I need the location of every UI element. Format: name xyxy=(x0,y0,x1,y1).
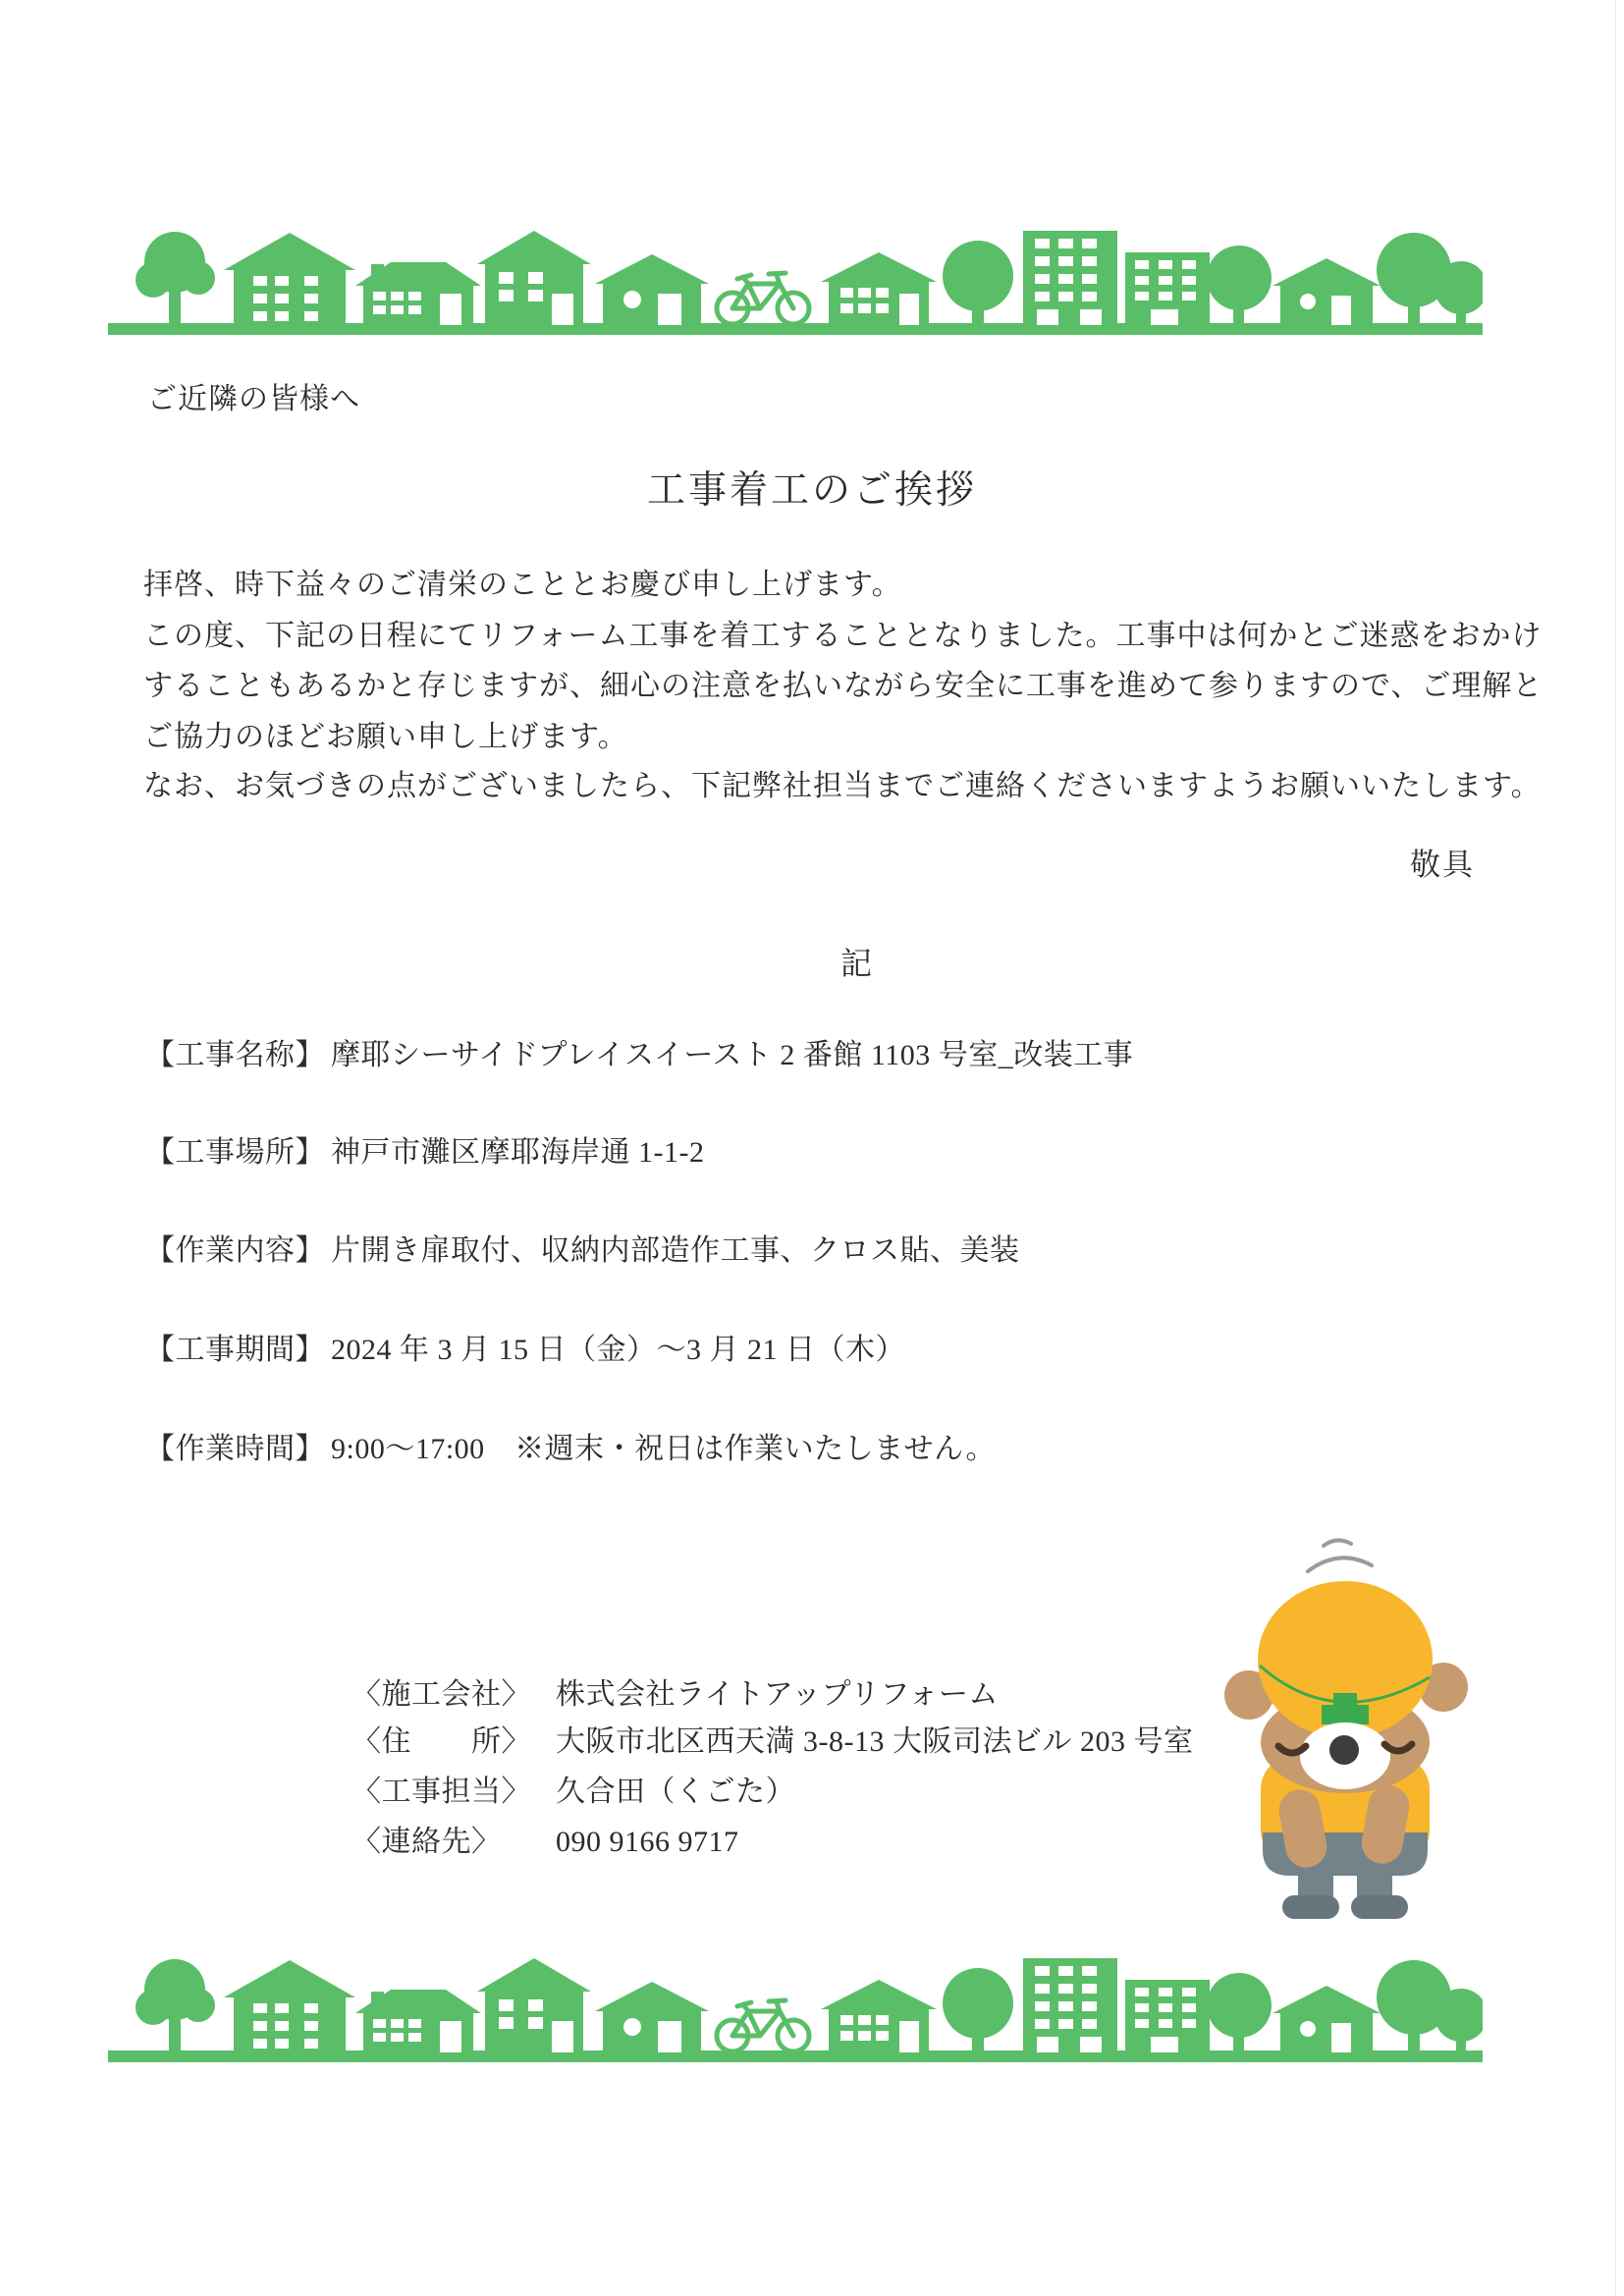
contact-value: 090 9166 9717 xyxy=(556,1826,739,1858)
contact-row-company xyxy=(352,1669,999,1713)
body-text-line: ご協力のほどお願い申し上げます。 xyxy=(143,721,628,753)
closing-word: 敬具 xyxy=(1410,847,1475,882)
detail-label: 【工事名称】 xyxy=(145,1039,325,1071)
detail-label: 【工事期間】 xyxy=(145,1334,325,1366)
body-text-line: 拝啓、時下益々のご清栄のこととお慶び申し上げます。 xyxy=(143,569,902,601)
contact-label: 〈施工会社〉 xyxy=(352,1678,531,1711)
detail-value: 9:00～17:00 ※週末・祝日は作業いたしません。 xyxy=(331,1433,996,1465)
detail-row-project-name xyxy=(145,1030,1133,1073)
detail-row-location xyxy=(145,1127,704,1171)
detail-label: 【作業時間】 xyxy=(145,1433,325,1465)
body-text-line: することもあるかと存じますが、細心の注意を払いながら安全に工事を進めて参りますので、ご理解と xyxy=(143,670,1543,702)
detail-value: 摩耶シーサイドプレイスイースト 2 番館 1103 号室_改装工事 xyxy=(331,1039,1134,1071)
contact-value: 株式会社ライトアップリフォーム xyxy=(556,1678,999,1711)
detail-value: 片開き扉取付、収納内部造作工事、クロス貼、美装 xyxy=(331,1234,1020,1267)
contact-value: 大阪市北区西天満 3-8-13 大阪司法ビル 203 号室 xyxy=(556,1725,1194,1758)
contact-label: 〈工事担当〉 xyxy=(352,1776,531,1808)
scan-edge-line xyxy=(1615,0,1616,2296)
detail-value: 神戸市灘区摩耶海岸通 1-1-2 xyxy=(331,1136,705,1169)
detail-row-hours xyxy=(145,1424,996,1467)
cityscape-border-top-icon xyxy=(108,225,1483,335)
contact-row-phone xyxy=(352,1817,739,1860)
cityscape-border-bottom-icon xyxy=(108,1952,1483,2062)
detail-label: 【作業内容】 xyxy=(145,1234,325,1267)
contact-row-address xyxy=(352,1717,1193,1760)
contact-label: 〈住 所〉 xyxy=(352,1725,531,1758)
detail-label: 【工事場所】 xyxy=(145,1136,325,1169)
detail-row-work-content xyxy=(145,1226,1020,1269)
contact-label: 〈連絡先〉 xyxy=(352,1826,502,1858)
detail-value: 2024 年 3 月 15 日（金）～3 月 21 日（木） xyxy=(331,1334,905,1366)
contact-value: 久合田（くごた） xyxy=(556,1776,795,1808)
contact-row-manager xyxy=(352,1767,795,1810)
record-marker: 記 xyxy=(840,946,873,981)
recipient-line: ご近隣の皆様へ xyxy=(147,383,360,415)
letter-title: 工事着工のご挨拶 xyxy=(646,469,977,512)
body-text-line: この度、下記の日程にてリフォーム工事を着工することとなりました。工事中は何かとご迷惑をおかけ xyxy=(143,620,1543,652)
detail-row-period xyxy=(145,1325,905,1368)
body-text-line: なお、お気づきの点がございましたら、下記弊社担当までご連絡くださいますようお願いいたします。 xyxy=(143,770,1542,802)
bowing-bear-mascot-icon xyxy=(1208,1520,1483,1933)
